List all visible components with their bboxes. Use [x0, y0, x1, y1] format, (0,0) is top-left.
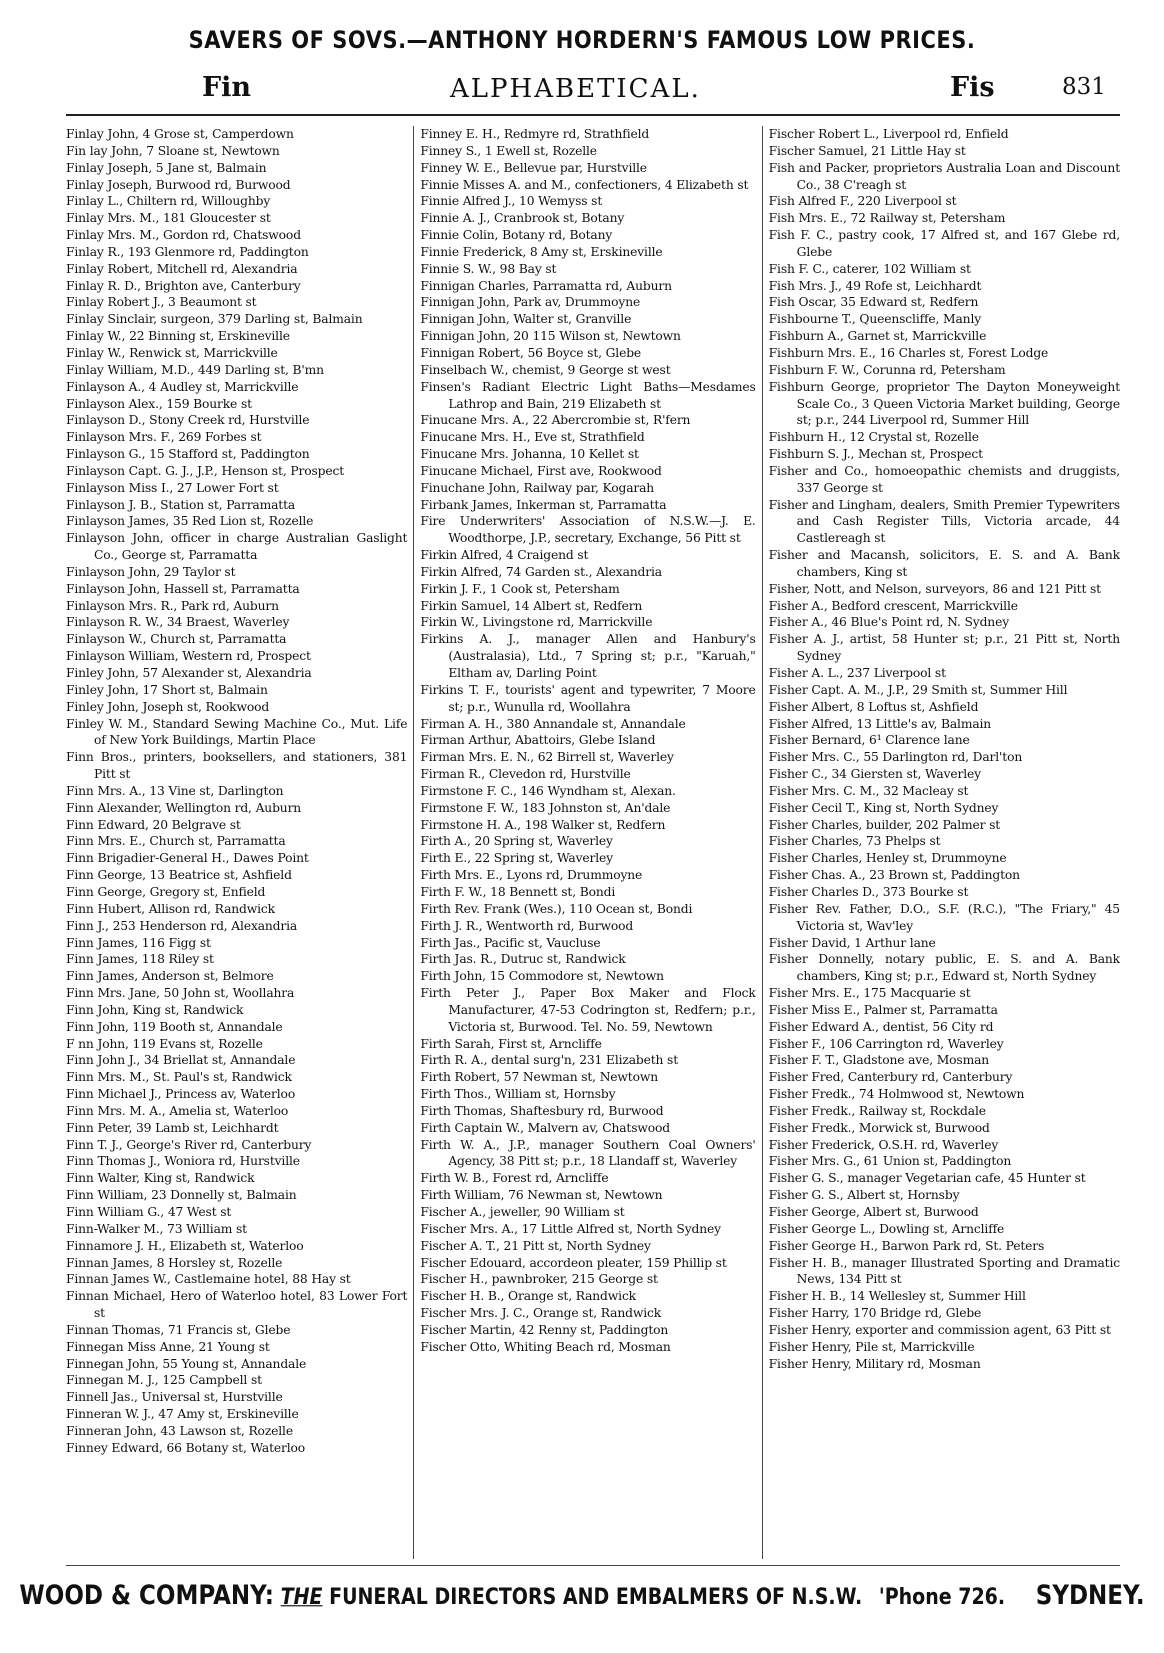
directory-entry: Fisher Mrs. E., 175 Macquarie st — [768, 986, 971, 1001]
directory-entry: Fisher George L., Dowling st, Arncliffe — [768, 1221, 1005, 1236]
directory-entry: Fischer H., pawnbroker, 215 George st — [420, 1272, 658, 1287]
advertising-banner: SAVERS OF SOVS.—ANTHONY HORDERN'S FAMOUS LOW PRICES. — [188, 26, 976, 54]
directory-entry: Finnan James, 8 Horsley st, Rozelle — [66, 1255, 283, 1270]
directory-entry: Fischer Samuel, 21 Little Hay st — [768, 143, 966, 158]
advertising-footer — [0, 1581, 1164, 1611]
directory-entry: Firth Mrs. E., Lyons rd, Drummoyne — [420, 868, 643, 883]
directory-entry: Fisher G. S., manager Vegetarian cafe, 45 Hunter st — [768, 1171, 1086, 1186]
directory-entry: Finnie Frederick, 8 Amy st, Erskineville — [420, 244, 663, 259]
directory-entry: Fisher David, 1 Arthur lane — [768, 935, 936, 950]
directory-entry: Finn Mrs. E., Church st, Parramatta — [66, 834, 286, 849]
directory-entry: Fish F. C., pastry cook, 17 Alfred st, and 167 Glebe rd, Glebe — [768, 228, 1120, 259]
directory-entry: Finn James, 116 Figg st — [66, 935, 211, 950]
directory-entry: Finnie S. W., 98 Bay st — [420, 261, 557, 276]
directory-entry: Finuchane John, Railway par, Kogarah — [420, 480, 655, 495]
directory-entry: Finnigan John, 20 115 Wilson st, Newtown — [420, 329, 681, 344]
directory-entry: Finnigan John, Park av, Drummoyne — [420, 295, 641, 310]
directory-entry: Finn Mrs. Jane, 50 John st, Woollahra — [66, 986, 295, 1001]
directory-entry: Firth Captain W., Malvern av, Chatswood — [420, 1120, 670, 1135]
directory-entry: Firmstone F. C., 146 Wyndham st, Alexan. — [420, 783, 676, 798]
directory-entry: Finney W. E., Bellevue par, Hurstville — [420, 160, 647, 175]
directory-entry: Finnie Colin, Botany rd, Botany — [420, 228, 613, 243]
directory-entry: Finlay Sinclair, surgeon, 379 Darling st, Balmain — [66, 312, 363, 327]
directory-entry: Firman Arthur, Abattoirs, Glebe Island — [420, 733, 656, 748]
directory-column-3 — [762, 126, 1120, 1559]
directory-entry: Firth J. R., Wentworth rd, Burwood — [420, 918, 634, 933]
directory-entry: Fisher Fred, Canterbury rd, Canterbury — [768, 1070, 1013, 1085]
directory-entry: Finlayson Miss I., 27 Lower Fort st — [66, 480, 279, 495]
directory-entry: Finlayson Mrs. R., Park rd, Auburn — [66, 598, 279, 613]
directory-entry: Firmstone F. W., 183 Johnston st, An'dale — [420, 800, 671, 815]
directory-entry: Firth Thos., William st, Hornsby — [420, 1087, 616, 1102]
directory-entry: Firth W. A., J.P., manager Southern Coal Owners' Agency, 38 Pitt st; p.r., 18 Llandaff st, Waverley — [420, 1137, 756, 1169]
directory-entry: Finlay L., Chiltern rd, Willoughby — [66, 194, 271, 209]
directory-entry: Finney S., 1 Ewell st, Rozelle — [420, 143, 597, 158]
directory-entry: Finselbach W., chemist, 9 George st west — [420, 362, 671, 377]
header-rule — [66, 114, 1120, 116]
directory-entry: Fisher Charles, 73 Phelps st — [768, 834, 941, 849]
directory-entry: Fischer A. T., 21 Pitt st, North Sydney — [420, 1238, 651, 1253]
directory-entry: Firth Robert, 57 Newman st, Newtown — [420, 1070, 659, 1085]
directory-entry: Finlayson John, Hassell st, Parramatta — [66, 581, 300, 596]
directory-entry: Fisher Mrs. C. M., 32 Macleay st — [768, 783, 969, 798]
directory-entry: Fisher F., 106 Carrington rd, Waverley — [768, 1036, 1004, 1051]
directory-entry: Fisher A. J., artist, 58 Hunter st; p.r., 21 Pitt st, North Sydney — [768, 632, 1120, 664]
directory-entry: Firth Jas. R., Dutruc st, Randwick — [420, 952, 626, 967]
directory-entry: Finneran John, 43 Lawson st, Rozelle — [66, 1423, 293, 1438]
directory-entry: Fischer A., jeweller, 90 William st — [420, 1205, 625, 1219]
directory-entry: Finn John J., 34 Briellat st, Annandale — [66, 1053, 296, 1068]
directory-entry: Finn James, 118 Riley st — [66, 952, 214, 967]
directory-entry: Fisher Alfred, 13 Little's av, Balmain — [768, 716, 992, 731]
directory-entry: Fisher A., 46 Blue's Point rd, N. Sydney — [768, 615, 1009, 630]
directory-entry: Finlayson William, Western rd, Prospect — [66, 649, 311, 664]
directory-entry: Fisher Charles, builder, 202 Palmer st — [768, 817, 1001, 832]
directory-entry: Finnan James W., Castlemaine hotel, 88 Hay st — [66, 1272, 351, 1287]
directory-entry: Finlay W., 22 Binning st, Erskineville — [66, 329, 290, 344]
directory-entry: Fisher Fredk., Morwick st, Burwood — [768, 1120, 990, 1135]
directory-entry: Fisher A. L., 237 Liverpool st — [768, 666, 946, 680]
directory-entry: Finlay Mrs. M., 181 Gloucester st — [66, 211, 271, 226]
directory-entry: Fin lay John, 7 Sloane st, Newtown — [66, 143, 280, 158]
directory-column-1 — [66, 126, 413, 1559]
footer-the: THE — [280, 1584, 323, 1610]
footer-city: SYDNEY. — [1035, 1581, 1145, 1611]
directory-entry: Fish Mrs. E., 72 Railway st, Petersham — [768, 211, 1006, 226]
directory-entry: Fisher Miss E., Palmer st, Parramatta — [768, 1002, 998, 1017]
directory-entry: Finn Mrs. M., St. Paul's st, Randwick — [66, 1070, 292, 1085]
directory-entry: Fisher F. T., Gladstone ave, Mosman — [768, 1053, 990, 1068]
footer-company: WOOD & COMPANY: — [19, 1581, 274, 1611]
directory-entry: Finneran W. J., 47 Amy st, Erskineville — [66, 1407, 299, 1422]
directory-entry: Finlayson John, 29 Taylor st — [66, 564, 236, 579]
directory-entry: Fish Mrs. J., 49 Rofe st, Leichhardt — [768, 278, 982, 293]
directory-entry: Finn Mrs. A., 13 Vine st, Darlington — [66, 783, 284, 798]
directory-entry: Finn Hubert, Allison rd, Randwick — [66, 901, 275, 916]
directory-entry: Finley John, Joseph st, Rookwood — [66, 699, 270, 714]
directory-entry: Fishburn George, proprietor The Dayton Moneyweight Scale Co., 3 Queen Victoria Market building, George st; p.r., 244 Liverpool rd, Summer Hill — [768, 379, 1120, 428]
directory-entry: Finn William, 23 Donnelly st, Balmain — [66, 1188, 297, 1203]
directory-entry: Finnegan M. J., 125 Campbell st — [66, 1373, 262, 1388]
directory-entry: Fisher Edward A., dentist, 56 City rd — [768, 1019, 994, 1034]
directory-entry: Fisher Henry, exporter and commission agent, 63 Pitt st — [768, 1322, 1111, 1337]
directory-entry: Fisher Charles, Henley st, Drummoyne — [768, 851, 1007, 866]
directory-entry: Firkins A. J., manager Allen and Hanbury's (Australasia), Ltd., 7 Spring st; p.r., "Karuah," Eltham av, Darling Point — [420, 632, 756, 680]
guide-word-left: Fin — [202, 72, 252, 103]
directory-entry: Firth Rev. Frank (Wes.), 110 Ocean st, Bondi — [420, 901, 693, 916]
directory-entry: Finn Mrs. M. A., Amelia st, Waterloo — [66, 1103, 289, 1118]
directory-entry: Fisher Fredk., 74 Holmwood st, Newtown — [768, 1087, 1025, 1102]
directory-entry: Firman A. H., 380 Annandale st, Annandale — [420, 716, 686, 731]
directory-entry: Firth R. A., dental surg'n, 231 Elizabeth st — [420, 1053, 679, 1068]
footer-phone: 'Phone 726. — [878, 1584, 1006, 1610]
directory-entry: Firth Peter J., Paper Box Maker and Flock Manufacturer, 47-53 Codrington st, Redfern; p.r., Victoria st, Burwood. Tel. No. 59, Newtown — [420, 986, 756, 1034]
directory-entry: Fish F. C., caterer, 102 William st — [768, 261, 971, 276]
directory-entry: Finn Brigadier-General H., Dawes Point — [66, 851, 309, 866]
directory-entry: Fish Oscar, 35 Edward st, Redfern — [768, 295, 979, 310]
directory-entry: Firth Thomas, Shaftesbury rd, Burwood — [420, 1103, 664, 1118]
directory-entry: Finney Edward, 66 Botany st, Waterloo — [66, 1440, 306, 1455]
directory-entry: Finn Bros., printers, booksellers, and stationers, 381 Pitt st — [66, 750, 408, 782]
directory-entry: Finucane Mrs. Johanna, 10 Kellet st — [420, 447, 639, 462]
directory-entry: Finnie A. J., Cranbrook st, Botany — [420, 211, 625, 226]
directory-entry: Finn Edward, 20 Belgrave st — [66, 817, 241, 832]
directory-entry: Fisher Henry, Pile st, Marrickville — [768, 1339, 975, 1354]
directory-entry: Fishburn H., 12 Crystal st, Rozelle — [768, 430, 979, 445]
directory-entry: Finucane Mrs. H., Eve st, Strathfield — [420, 430, 645, 445]
directory-entry: Fisher Fredk., Railway st, Rockdale — [768, 1103, 986, 1118]
directory-entry: Firth William, 76 Newman st, Newtown — [420, 1188, 663, 1203]
directory-entry: Firth A., 20 Spring st, Waverley — [420, 834, 613, 849]
footer-tagline: FUNERAL DIRECTORS AND EMBALMERS OF N.S.W. — [329, 1584, 863, 1610]
directory-entry: Firkins T. F., tourists' agent and typewriter, 7 Moore st; p.r., Wunulla rd, Woollahra — [420, 682, 756, 714]
directory-entry: Fishburn S. J., Mechan st, Prospect — [768, 447, 983, 462]
directory-entry: Finlayson R. W., 34 Braest, Waverley — [66, 615, 290, 630]
directory-entry: Fishburn F. W., Corunna rd, Petersham — [768, 362, 1006, 377]
directory-entry: Fisher Capt. A. M., J.P., 29 Smith st, Summer Hill — [768, 682, 1068, 697]
directory-entry: Fisher Rev. Father, D.O., S.F. (R.C.), "The Friary," 45 Victoria st, Wav'ley — [768, 901, 1120, 933]
footer-rule — [66, 1565, 1120, 1566]
directory-entry: Finlayson Alex., 159 Bourke st — [66, 396, 252, 411]
directory-entry: Finley John, 57 Alexander st, Alexandria — [66, 666, 312, 680]
directory-entry: Finsen's Radiant Electric Light Baths—Mesdames Lathrop and Bain, 219 Elizabeth st — [420, 379, 756, 411]
directory-entry: Finn James, Anderson st, Belmore — [66, 969, 274, 984]
directory-entry: Finlay Joseph, Burwood rd, Burwood — [66, 177, 291, 192]
directory-entry: Firth F. W., 18 Bennett st, Bondi — [420, 884, 616, 899]
directory-entry: Firkin J. F., 1 Cook st, Petersham — [420, 581, 620, 596]
directory-entry: F nn John, 119 Evans st, Rozelle — [66, 1036, 263, 1051]
directory-entry: Finlayson Capt. G. J., J.P., Henson st, Prospect — [66, 463, 344, 478]
directory-entry: Fisher Harry, 170 Bridge rd, Glebe — [768, 1306, 982, 1321]
directory-entry: Firmstone H. A., 198 Walker st, Redfern — [420, 817, 666, 832]
directory-entry: Finlay Robert, Mitchell rd, Alexandria — [66, 261, 298, 276]
directory-entry: Fisher Frederick, O.S.H. rd, Waverley — [768, 1137, 999, 1152]
directory-entry: Finley John, 17 Short st, Balmain — [66, 682, 268, 697]
directory-entry: Finnigan Robert, 56 Boyce st, Glebe — [420, 345, 642, 360]
directory-entry: Fisher and Lingham, dealers, Smith Premier Typewriters and Cash Register Tills, Victoria arcade, 44 Castlereagh st — [768, 497, 1120, 546]
directory-entry: Fishbourne T., Queenscliffe, Manly — [768, 312, 982, 327]
directory-entry: Finlay R. D., Brighton ave, Canterbury — [66, 278, 301, 293]
directory-entry: Firth Sarah, First st, Arncliffe — [420, 1036, 602, 1051]
directory-entry: Finnegan Miss Anne, 21 Young st — [66, 1339, 270, 1354]
directory-entry: Fischer Edouard, accordeon pleater, 159 Phillip st — [420, 1255, 727, 1270]
directory-entry: Fisher H. B., 14 Wellesley st, Summer Hill — [768, 1289, 1026, 1304]
directory-entry: Fisher H. B., manager Illustrated Sporting and Dramatic News, 134 Pitt st — [768, 1255, 1120, 1287]
directory-entry: Finn William G., 47 West st — [66, 1205, 232, 1219]
directory-entry: Fischer Robert L., Liverpool rd, Enfield — [768, 127, 1009, 141]
directory-entry: Finn Thomas J., Woniora rd, Hurstville — [66, 1154, 300, 1169]
directory-entry: Finn Walter, King st, Randwick — [66, 1171, 255, 1186]
directory-entry: Firkin Alfred, 74 Garden st., Alexandria — [420, 564, 662, 579]
directory-entry: Fischer Otto, Whiting Beach rd, Mosman — [420, 1339, 671, 1354]
directory-entry: Finley W. M., Standard Sewing Machine Co., Mut. Life of New York Buildings, Martin Place — [66, 716, 408, 748]
directory-entry: Firth John, 15 Commodore st, Newtown — [420, 969, 664, 984]
directory-entry: Fisher A., Bedford crescent, Marrickville — [768, 598, 1018, 613]
directory-entry: Finlay R., 193 Glenmore rd, Paddington — [66, 244, 309, 259]
directory-entry: Finlayson W., Church st, Parramatta — [66, 632, 287, 647]
directory-entry: Finlayson Mrs. F., 269 Forbes st — [66, 430, 262, 445]
directory-entry: Firth E., 22 Spring st, Waverley — [420, 851, 613, 866]
directory-entry: Fisher Chas. A., 23 Brown st, Paddington — [768, 868, 1020, 883]
directory-entry: Firkin W., Livingstone rd, Marrickville — [420, 615, 653, 630]
directory-entry: Fisher Cecil T., King st, North Sydney — [768, 800, 999, 815]
directory-entry: Fisher Bernard, 6¹ Clarence lane — [768, 733, 970, 748]
directory-entry: Firkin Samuel, 14 Albert st, Redfern — [420, 598, 643, 613]
directory-entry: Fisher Albert, 8 Loftus st, Ashfield — [768, 699, 979, 714]
directory-entry: Fischer Mrs. J. C., Orange st, Randwick — [420, 1306, 662, 1321]
page-number: 831 — [1062, 74, 1106, 100]
directory-entry: Finlayson D., Stony Creek rd, Hurstville — [66, 413, 310, 428]
directory-entry: Finlayson A., 4 Audley st, Marrickville — [66, 379, 299, 394]
directory-entry: Fisher Mrs. G., 61 Union st, Paddington — [768, 1154, 1012, 1169]
directory-columns — [66, 126, 1120, 1559]
directory-entry: Firbank James, Inkerman st, Parramatta — [420, 497, 667, 512]
directory-entry: Firkin Alfred, 4 Craigend st — [420, 548, 589, 563]
directory-entry: Finn J., 253 Henderson rd, Alexandria — [66, 918, 298, 933]
directory-entry: Finnell Jas., Universal st, Hurstville — [66, 1390, 283, 1405]
directory-entry: Fischer Martin, 42 Renny st, Paddington — [420, 1322, 669, 1337]
directory-entry: Finucane Michael, First ave, Rookwood — [420, 463, 662, 478]
directory-entry: Fish Alfred F., 220 Liverpool st — [768, 194, 957, 209]
directory-entry: Finlayson G., 15 Stafford st, Paddington — [66, 447, 310, 462]
directory-entry: Finnigan Charles, Parramatta rd, Auburn — [420, 278, 672, 293]
directory-entry: Fisher, Nott, and Nelson, surveyors, 86 and 121 Pitt st — [768, 581, 1101, 596]
directory-column-2 — [413, 126, 761, 1559]
directory-entry: Firman R., Clevedon rd, Hurstville — [420, 767, 631, 782]
directory-entry: Fisher Donnelly, notary public, E. S. and A. Bank chambers, King st; p.r., Edward st, North Sydney — [768, 952, 1120, 984]
directory-entry: Fisher C., 34 Giersten st, Waverley — [768, 767, 981, 782]
directory-entry: Finn George, 13 Beatrice st, Ashfield — [66, 868, 292, 883]
directory-entry: Fischer H. B., Orange st, Randwick — [420, 1289, 636, 1304]
directory-entry: Finlay Joseph, 5 Jane st, Balmain — [66, 160, 267, 175]
directory-entry: Finn-Walker M., 73 William st — [66, 1221, 247, 1236]
directory-entry: Fish and Packer, proprietors Australia Loan and Discount Co., 38 C'reagh st — [768, 160, 1120, 192]
directory-entry: Fisher G. S., Albert st, Hornsby — [768, 1188, 960, 1203]
directory-entry: Finnan Thomas, 71 Francis st, Glebe — [66, 1322, 291, 1337]
directory-entry: Finlayson James, 35 Red Lion st, Rozelle — [66, 514, 314, 529]
directory-entry: Finn Peter, 39 Lamb st, Leichhardt — [66, 1120, 279, 1135]
page-header — [70, 72, 1120, 108]
directory-entry: Finnigan John, Walter st, Granville — [420, 312, 632, 327]
directory-entry: Fisher George, Albert st, Burwood — [768, 1205, 979, 1219]
directory-entry: Finn John, 119 Booth st, Annandale — [66, 1019, 283, 1034]
guide-word-right: Fis — [950, 72, 995, 103]
directory-entry: Finlay Robert J., 3 Beaumont st — [66, 295, 257, 310]
directory-entry: Fisher Henry, Military rd, Mosman — [768, 1356, 981, 1371]
directory-entry: Finlay William, M.D., 449 Darling st, B'mn — [66, 362, 324, 377]
directory-entry: Finn Alexander, Wellington rd, Auburn — [66, 800, 302, 815]
directory-entry: Finlay John, 4 Grose st, Camperdown — [66, 127, 294, 141]
directory-entry: Fisher Mrs. C., 55 Darlington rd, Darl'ton — [768, 750, 1023, 765]
directory-entry: Fisher and Co., homoeopathic chemists and druggists, 337 George st — [768, 463, 1120, 495]
directory-entry: Finn John, King st, Randwick — [66, 1002, 244, 1017]
directory-entry: Fishburn A., Garnet st, Marrickville — [768, 329, 987, 344]
directory-entry: Fisher Charles D., 373 Bourke st — [768, 884, 969, 899]
directory-entry: Finn Michael J., Princess av, Waterloo — [66, 1087, 296, 1102]
directory-entry: Fisher and Macansh, solicitors, E. S. and A. Bank chambers, King st — [768, 548, 1120, 579]
directory-entry: Firman Mrs. E. N., 62 Birrell st, Waverley — [420, 750, 674, 765]
directory-entry: Finlayson J. B., Station st, Parramatta — [66, 497, 296, 512]
directory-entry: Finlayson John, officer in charge Australian Gaslight Co., George st, Parramatta — [66, 531, 408, 563]
directory-entry: Finnamore J. H., Elizabeth st, Waterloo — [66, 1238, 304, 1253]
directory-entry: Finnie Misses A. and M., confectioners, 4 Elizabeth st — [420, 177, 749, 192]
directory-entry: Fischer Mrs. A., 17 Little Alfred st, North Sydney — [420, 1221, 721, 1236]
directory-entry: Finnan Michael, Hero of Waterloo hotel, 83 Lower Fort st — [66, 1289, 408, 1321]
directory-entry: Finucane Mrs. A., 22 Abercrombie st, R'fern — [420, 413, 691, 428]
directory-entry: Fisher George H., Barwon Park rd, St. Peters — [768, 1238, 1045, 1253]
directory-entry: Finlay W., Renwick st, Marrickville — [66, 345, 278, 360]
directory-entry: Firth W. B., Forest rd, Arncliffe — [420, 1171, 609, 1186]
directory-entry: Finn George, Gregory st, Enfield — [66, 884, 266, 899]
directory-entry: Finnie Alfred J., 10 Wemyss st — [420, 194, 603, 209]
directory-entry: Fire Underwriters' Association of N.S.W.—J. E. Woodthorpe, J.P., secretary, Exchange, 56 Pitt st — [420, 514, 756, 546]
directory-entry: Firth Jas., Pacific st, Vaucluse — [420, 935, 601, 950]
directory-entry: Finn T. J., George's River rd, Canterbury — [66, 1137, 312, 1152]
directory-entry: Finlay Mrs. M., Gordon rd, Chatswood — [66, 228, 301, 243]
section-title: ALPHABETICAL. — [450, 74, 701, 104]
directory-entry: Finney E. H., Redmyre rd, Strathfield — [420, 127, 650, 141]
directory-entry: Fishburn Mrs. E., 16 Charles st, Forest Lodge — [768, 345, 1049, 360]
directory-entry: Finnegan John, 55 Young st, Annandale — [66, 1356, 307, 1371]
